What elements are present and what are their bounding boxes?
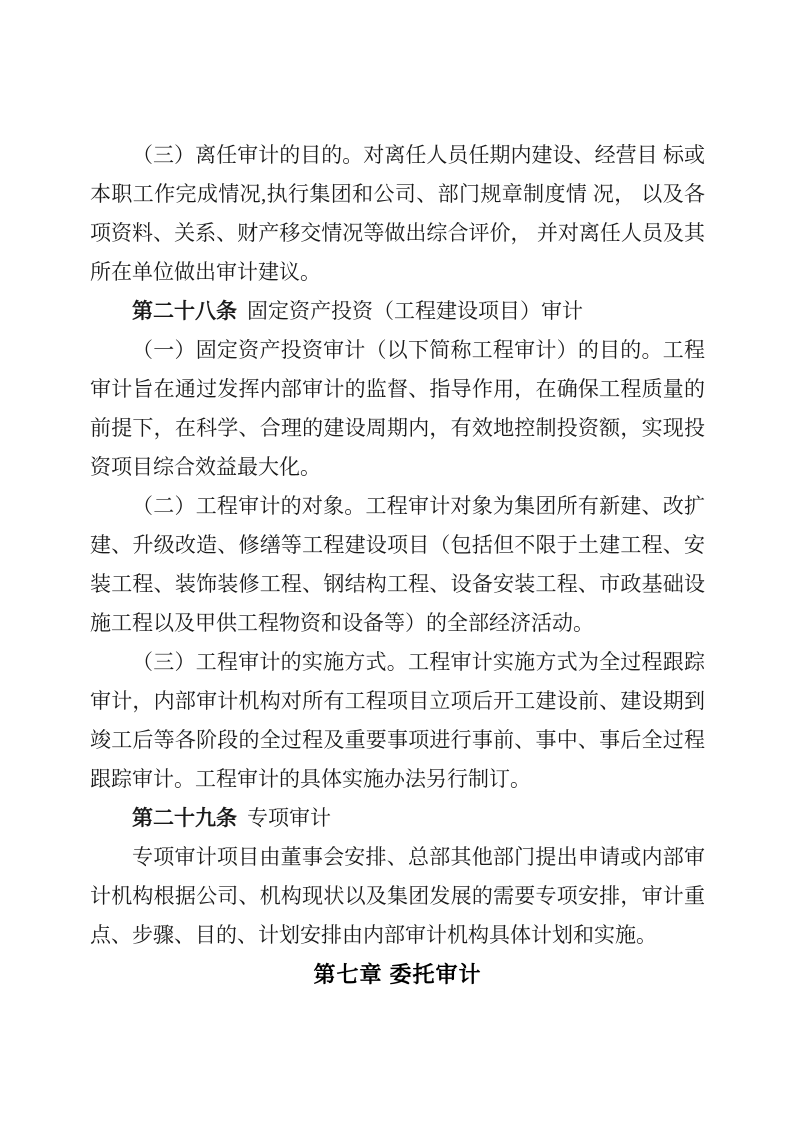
paragraph-28-item-2-scope: （二）工程审计的对象。工程审计对象为集团所有新建、改扩建、升级改造、修缮等工程建设项目（包括但不限于土建工程、安装工程、装饰装修工程、钢结构工程、设备安装工程、市政基础设施工程以及甲供工程物资和设备等）的全部经济活动。 [90,494,705,635]
article-29-heading [90,799,705,838]
article-28-heading [90,292,705,331]
paragraph-departure-audit-purpose: （三）离任审计的目的。对离任人员任期内建设、经营目 标或本职工作完成情况,执行集团和公司、部门规章制度情 况， 以及各项资料、关系、财产移交情况等做出综合评价， 并对离任人员及其所在单位做出审计建议。 [90,143,705,284]
article-28-title: 固定资产投资（工程建设项目）审计 [247,299,583,323]
paragraph-29-body: 专项审计项目由董事会安排、总部其他部门提出申请或内部审计机构根据公司、机构现状以及集团发展的需要专项安排，审计重点、步骤、目的、计划安排由内部审计机构具体计划和实施。 [90,845,705,947]
article-29-title: 专项审计 [247,806,331,830]
chapter-7-heading: 第七章 委托审计 [313,962,482,987]
paragraph-28-item-1-purpose: （一）固定资产投资审计（以下简称工程审计）的目的。工程审计旨在通过发挥内部审计的监督、指导作用，在确保工程质量的前提下，在科学、合理的建设周期内，有效地控制投资额，实现投资项目综合效益最大化。 [90,338,705,479]
article-29-number: 第二十九条 [132,806,237,830]
article-28-number: 第二十八条 [132,299,237,323]
paragraph-28-item-3-method: （三）工程审计的实施方式。工程审计实施方式为全过程跟踪审计，内部审计机构对所有工程项目立项后开工建设前、建设期到竣工后等各阶段的全过程及重要事项进行事前、事中、事后全过程跟踪审计。工程审计的具体实施办法另行制订。 [90,650,705,791]
